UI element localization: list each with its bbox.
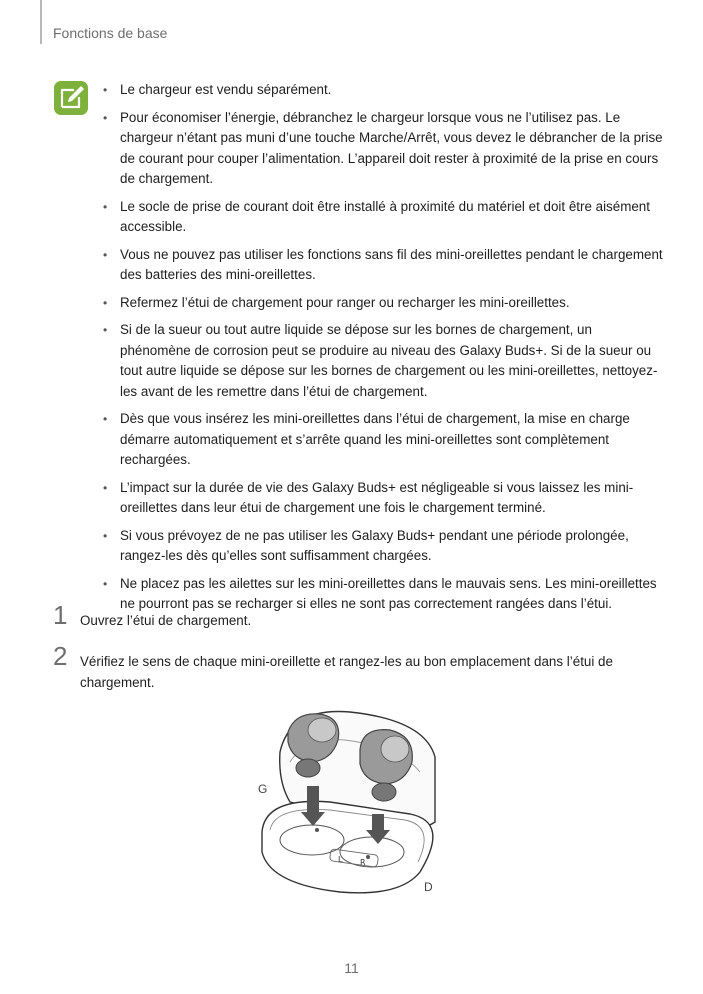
note-item: • Pour économiser l’énergie, débranchez le chargeur lorsque vous ne l’utilisez pas. Le chargeur n’étant pas muni d’une touche Marche/Arrêt, vous devez le débrancher de la prise de courant pour couper l’alimentation. L’appareil doit rester à proximité de la prise en cours de chargement. (103, 109, 663, 186)
note-item: • Ne placez pas les ailettes sur les mini-oreillettes dans le mauvais sens. Les mini-oreillettes ne pourront pas se recharger si elles ne sont pas correctement rangées dans l’étui. (103, 575, 657, 611)
note-item: • Si de la sueur ou tout autre liquide se dépose sur les bornes de chargement, un phénomène de corrosion peut se produire au niveau des Galaxy Buds+. Si de la sueur ou tout autre liquide se dépose sur les bornes de chargement ou les mini-oreillettes, nettoyez-les avant de les remettre dans l’étui de chargement. (103, 322, 658, 399)
left-earbud-label: G (258, 782, 268, 796)
note-item: • Le socle de prise de courant doit être installé à proximité du matériel et doit être aisément accessible. (103, 198, 650, 234)
note-item: • Le chargeur est vendu séparément. (103, 82, 332, 97)
note-item: • Si vous prévoyez de ne pas utiliser les Galaxy Buds+ pendant une période prolongée, rangez-les dès qu’elles sont suffisamment chargées. (103, 527, 629, 563)
section-header: Fonctions de base (53, 25, 168, 41)
note-list (103, 80, 663, 622)
note-item: • Refermez l’étui de chargement pour ranger ou recharger les mini-oreillettes. (103, 294, 570, 310)
step-number: 1 (53, 600, 68, 630)
page-number: 11 (344, 960, 359, 976)
note-item: • L’impact sur la durée de vie des Galaxy Buds+ est négligeable si vous laissez les mini-oreillettes dans leur étui de chargement une fois le chargement terminé. (103, 479, 634, 515)
earbuds-case-illustration (250, 702, 450, 902)
note-pencil-icon (53, 80, 89, 116)
case-left-mark: L (338, 855, 343, 864)
note-item: • Dès que vous insérez les mini-oreillettes dans l’étui de chargement, la mise en charge démarre automatiquement et s’arrête quand les mini-oreillettes sont complètement rechargées. (103, 411, 630, 467)
step-number: 2 (53, 641, 68, 671)
case-right-mark: R (360, 858, 366, 867)
right-earbud-label: D (424, 880, 433, 894)
step-text: Ouvrez l’étui de chargement. (80, 613, 252, 628)
note-item: • Vous ne pouvez pas utiliser les fonctions sans fil des mini-oreillettes pendant le chargement des batteries des mini-oreillettes. (103, 246, 663, 282)
step-text: Vérifiez le sens de chaque mini-oreillette et rangez-les au bon emplacement dans l’étui de chargement. (80, 654, 613, 690)
header-rule (40, 0, 42, 44)
